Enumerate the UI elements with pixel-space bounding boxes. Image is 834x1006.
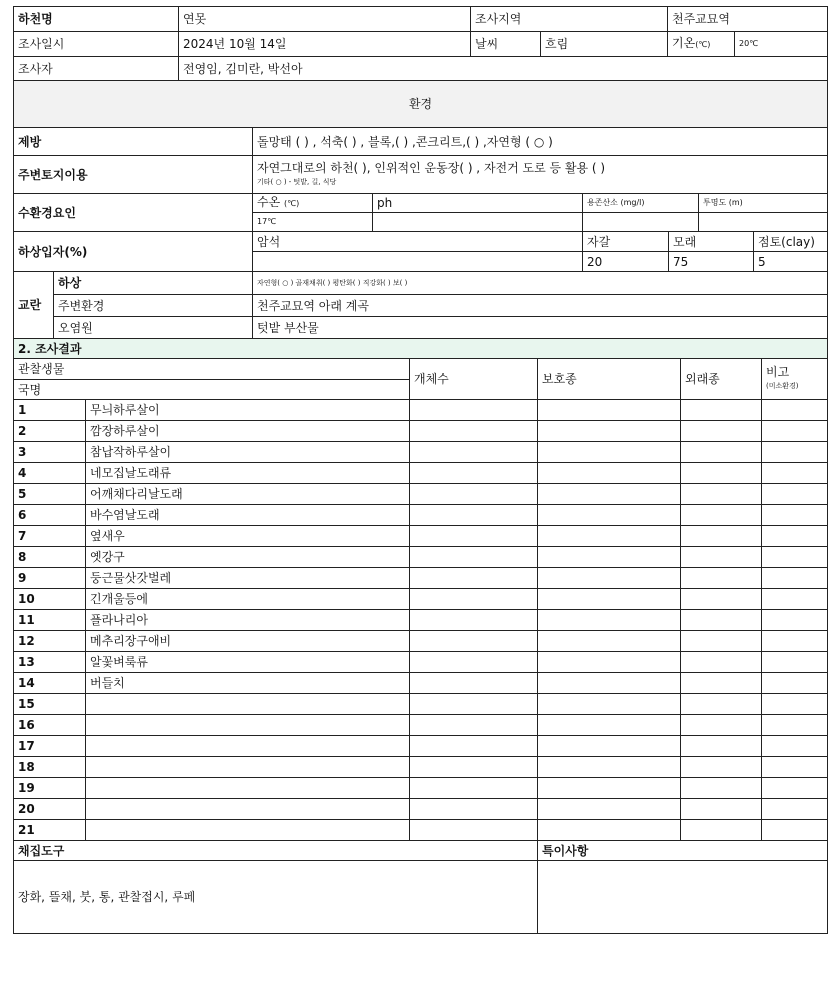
temp-value: 20℃ [735,32,828,57]
note-cell [762,715,828,736]
count-cell [410,799,538,820]
surveyor-label: 조사자 [14,57,179,81]
species-name: 플라나리아 [86,610,410,631]
count-cell [410,610,538,631]
species-name: 둥근물삿갓벌레 [86,568,410,589]
protected-cell [538,547,681,568]
species-row [14,484,828,505]
note-cell [762,736,828,757]
water-temp-label-cell [253,194,373,213]
row-number: 13 [14,652,86,673]
clay-value: 5 [754,252,828,272]
ph-value [373,213,583,232]
ph-label: ph [373,194,583,213]
species-row [14,694,828,715]
sand-value: 75 [669,252,754,272]
substrate-label: 하상입자(%) [14,232,253,272]
row-number: 10 [14,589,86,610]
note-cell [762,463,828,484]
weather-label: 날씨 [471,32,541,57]
note-cell [762,799,828,820]
header-table [13,6,828,81]
observed-label: 관찰생물 [14,359,410,380]
note-cell [762,526,828,547]
do-value [583,213,699,232]
species-row [14,820,828,841]
count-cell [410,463,538,484]
row-number: 19 [14,778,86,799]
protected-cell [538,820,681,841]
note-cell [762,820,828,841]
species-row [14,589,828,610]
row-number: 14 [14,673,86,694]
survey-form [13,6,827,934]
row-number: 7 [14,526,86,547]
date-label: 조사일시 [14,32,179,57]
protected-cell [538,736,681,757]
landuse-label: 주변토지이용 [14,156,253,194]
count-cell [410,442,538,463]
river-label: 하천명 [14,7,179,32]
gravel-label: 자갈 [583,232,669,252]
count-cell [410,526,538,547]
protected-cell [538,631,681,652]
surround-value: 천주교묘역 아래 계곡 [253,295,828,317]
note-label: 비고 [766,365,790,379]
species-name: 네모집날도래류 [86,463,410,484]
protected-cell [538,526,681,547]
results-table [13,338,828,934]
name-label: 국명 [14,380,410,400]
species-name: 바수염날도래 [86,505,410,526]
alien-cell [681,589,762,610]
note-cell [762,673,828,694]
note-cell [762,610,828,631]
count-cell [410,673,538,694]
bed-label: 하상 [54,272,253,295]
disturb-label: 교란 [14,272,54,339]
remarks-value [538,861,828,934]
alien-cell [681,421,762,442]
count-cell [410,547,538,568]
results-section-title: 2. 조사결과 [14,339,828,359]
pollution-value: 텃밭 부산물 [253,317,828,339]
count-cell [410,757,538,778]
landuse-line2: 기타( ○ ) - 텃밭, 길, 식당 [257,177,337,186]
row-number: 21 [14,820,86,841]
rock-value [253,252,583,272]
species-name [86,820,410,841]
protected-cell [538,589,681,610]
protected-cell [538,778,681,799]
alien-cell [681,736,762,757]
note-cell [762,484,828,505]
date-value: 2024년 10월 14일 [179,32,471,57]
alien-cell [681,442,762,463]
alien-cell [681,505,762,526]
species-name: 옆새우 [86,526,410,547]
alien-cell [681,799,762,820]
protected-cell [538,757,681,778]
alien-cell [681,715,762,736]
alien-cell [681,757,762,778]
region-label: 조사지역 [471,7,668,32]
species-name: 어깨채다리날도래 [86,484,410,505]
embankment-value: 돌망태 ( ) , 석축( ) , 블록,( ) ,콘크리트,( ) ,자연형 ( ○ ) [253,128,828,156]
clay-label: 점토(clay) [754,232,828,252]
alien-cell [681,673,762,694]
count-cell [410,589,538,610]
count-cell [410,505,538,526]
protected-cell [538,610,681,631]
tools-value: 장화, 뜰채, 붓, 통, 관찰접시, 루페 [14,861,538,934]
note-sub: (미소환경) [766,382,799,390]
count-cell [410,694,538,715]
species-name [86,799,410,820]
protected-cell [538,568,681,589]
species-name: 깜장하루살이 [86,421,410,442]
row-number: 18 [14,757,86,778]
species-name [86,694,410,715]
row-number: 3 [14,442,86,463]
species-row [14,547,828,568]
note-cell [762,400,828,421]
gravel-value: 20 [583,252,669,272]
water-temp-value: 17℃ [253,213,373,232]
note-cell [762,631,828,652]
sand-label: 모래 [669,232,754,252]
protected-cell [538,442,681,463]
transparency-label: 투명도 (m) [699,194,828,213]
species-row [14,778,828,799]
species-row [14,736,828,757]
alien-cell [681,778,762,799]
species-name: 긴개울등에 [86,589,410,610]
environment-table [13,80,828,339]
note-cell [762,547,828,568]
count-label: 개체수 [410,359,538,400]
count-cell [410,400,538,421]
protected-cell [538,673,681,694]
note-cell [762,757,828,778]
row-number: 17 [14,736,86,757]
row-number: 6 [14,505,86,526]
landuse-value [253,156,828,194]
row-number: 15 [14,694,86,715]
note-cell [762,568,828,589]
alien-cell [681,568,762,589]
count-cell [410,820,538,841]
species-name: 메추리장구애비 [86,631,410,652]
alien-cell [681,463,762,484]
alien-cell [681,484,762,505]
note-cell [762,778,828,799]
species-row [14,652,828,673]
count-cell [410,652,538,673]
alien-cell [681,652,762,673]
row-number: 8 [14,547,86,568]
temp-label: 기온 [672,36,696,50]
protected-label: 보호종 [538,359,681,400]
water-temp-unit: (℃) [284,199,300,208]
species-row [14,610,828,631]
protected-cell [538,505,681,526]
row-number: 16 [14,715,86,736]
protected-cell [538,715,681,736]
row-number: 2 [14,421,86,442]
species-row [14,421,828,442]
tools-label: 채집도구 [14,841,538,861]
species-row [14,463,828,484]
count-cell [410,484,538,505]
region-value: 천주교묘역 [668,7,828,32]
species-name [86,778,410,799]
species-name: 무늬하루살이 [86,400,410,421]
pollution-label: 오염원 [54,317,253,339]
species-name: 옛강구 [86,547,410,568]
species-name: 버들치 [86,673,410,694]
surround-label: 주변환경 [54,295,253,317]
protected-cell [538,421,681,442]
temp-unit: (℃) [695,40,711,49]
species-row [14,799,828,820]
landuse-line1: 자연그대로의 하천( ), 인위적인 운동장( ) , 자전거 도로 등 활용 ( ) [257,160,606,175]
alien-cell [681,526,762,547]
note-cell [762,442,828,463]
row-number: 20 [14,799,86,820]
species-row [14,715,828,736]
species-row [14,505,828,526]
row-number: 5 [14,484,86,505]
do-label: 용존산소 (mg/l) [583,194,699,213]
species-name [86,757,410,778]
row-number: 9 [14,568,86,589]
row-number: 11 [14,610,86,631]
alien-cell [681,400,762,421]
alien-label: 외래종 [681,359,762,400]
row-number: 4 [14,463,86,484]
count-cell [410,715,538,736]
protected-cell [538,694,681,715]
river-value: 연못 [179,7,471,32]
note-label-cell [762,359,828,400]
species-name: 알꽃벼룩류 [86,652,410,673]
species-row [14,526,828,547]
count-cell [410,421,538,442]
count-cell [410,568,538,589]
protected-cell [538,799,681,820]
alien-cell [681,610,762,631]
note-cell [762,652,828,673]
count-cell [410,736,538,757]
alien-cell [681,631,762,652]
temp-label-cell [668,32,735,57]
surveyor-value: 전영임, 김미란, 박선아 [179,57,828,81]
note-cell [762,589,828,610]
note-cell [762,505,828,526]
transparency-value [699,213,828,232]
species-row [14,442,828,463]
species-rows [14,400,828,841]
alien-cell [681,694,762,715]
species-row [14,673,828,694]
remarks-label: 특이사항 [538,841,828,861]
bed-value: 자연형( ○ ) 골재채취( ) 평탄화( ) 직강화( ) 보( ) [253,272,828,295]
protected-cell [538,400,681,421]
note-cell [762,421,828,442]
row-number: 12 [14,631,86,652]
weather-value: 흐림 [541,32,668,57]
alien-cell [681,547,762,568]
row-number: 1 [14,400,86,421]
species-row [14,631,828,652]
water-label: 수환경요인 [14,194,253,232]
species-row [14,568,828,589]
alien-cell [681,820,762,841]
count-cell [410,778,538,799]
water-temp-label: 수온 [257,195,281,209]
count-cell [410,631,538,652]
species-row [14,757,828,778]
protected-cell [538,484,681,505]
species-name [86,736,410,757]
protected-cell [538,652,681,673]
note-cell [762,694,828,715]
embankment-label: 제방 [14,128,253,156]
species-row [14,400,828,421]
species-name [86,715,410,736]
rock-label: 암석 [253,232,583,252]
protected-cell [538,463,681,484]
species-name: 참납작하루살이 [86,442,410,463]
environment-title: 환경 [14,81,828,128]
